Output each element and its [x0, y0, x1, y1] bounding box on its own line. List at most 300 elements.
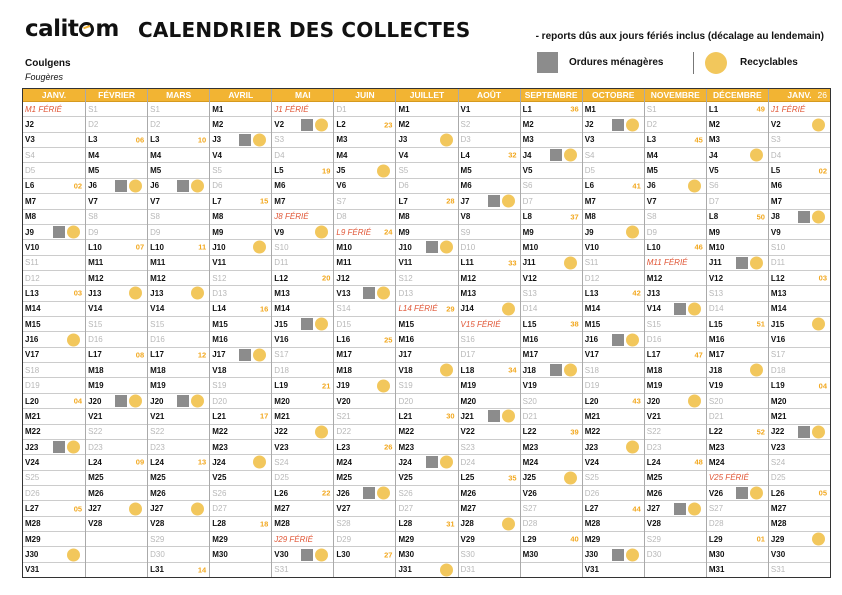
day-cell	[583, 133, 644, 148]
day-cell	[210, 394, 271, 409]
day-cell	[769, 286, 830, 301]
day-cell	[334, 302, 395, 317]
day-cell	[645, 501, 706, 516]
day-cell	[583, 394, 644, 409]
day-cell	[459, 363, 520, 378]
day-label: D2	[150, 120, 161, 130]
day-label: S14	[336, 304, 351, 314]
day-label: L17	[88, 350, 102, 360]
month-header	[334, 89, 395, 102]
day-cell	[210, 271, 271, 286]
recycling-icon	[440, 456, 453, 469]
recycling-icon	[750, 256, 763, 269]
day-cell	[272, 394, 333, 409]
day-cell	[583, 117, 644, 132]
day-label: D4	[274, 150, 285, 160]
day-label: L15	[522, 319, 537, 329]
day-label: S29	[150, 534, 165, 544]
day-cell	[645, 348, 706, 363]
day-cell	[645, 194, 706, 209]
household-waste-icon	[301, 318, 313, 330]
day-cell	[459, 317, 520, 332]
recycling-icon	[377, 487, 390, 500]
day-cell	[583, 440, 644, 455]
day-label: S28	[336, 519, 351, 529]
day-cell	[645, 455, 706, 470]
day-cell	[583, 425, 644, 440]
day-cell	[769, 517, 830, 532]
week-number: 04	[73, 396, 83, 406]
day-cell	[334, 563, 395, 577]
day-cell	[583, 363, 644, 378]
day-label: D21	[522, 411, 538, 421]
week-number: 47	[694, 350, 703, 360]
day-label: J24	[398, 457, 412, 467]
day-cell	[86, 563, 147, 577]
day-label: V23	[770, 442, 786, 452]
day-label: L10	[150, 242, 164, 252]
day-label: J23	[584, 442, 599, 452]
day-cell	[23, 148, 85, 163]
day-cell	[23, 532, 85, 547]
day-label: J10	[212, 242, 226, 252]
day-label: J2	[584, 120, 594, 130]
day-label: J17	[398, 350, 412, 360]
day-cell	[769, 363, 830, 378]
household-waste-icon	[612, 334, 624, 346]
week-number: 43	[632, 396, 641, 406]
day-cell	[396, 317, 457, 332]
day-label: J14	[460, 304, 474, 314]
day-label: M9	[522, 227, 534, 237]
month-column	[458, 89, 520, 577]
day-cell	[396, 163, 457, 178]
day-label: V15 FÉRIÉ	[460, 319, 501, 329]
day-label: L26	[770, 488, 785, 498]
day-cell	[23, 225, 85, 240]
day-label: L6	[25, 181, 35, 191]
day-label: M11	[150, 258, 166, 268]
day-label: M22	[584, 427, 601, 437]
day-cell	[459, 148, 520, 163]
day-label: L14 FÉRIÉ	[398, 304, 438, 314]
day-label: S1	[88, 104, 98, 114]
day-label: V3	[584, 135, 595, 145]
day-cell	[521, 501, 582, 516]
recycling-icon	[253, 348, 266, 361]
day-cell	[210, 409, 271, 424]
day-label: V14	[88, 304, 103, 314]
day-label: V14	[646, 304, 661, 314]
day-cell	[521, 286, 582, 301]
day-cell	[459, 179, 520, 194]
day-cell	[583, 517, 644, 532]
day-label: V9	[770, 227, 781, 237]
week-number: 02	[818, 166, 827, 176]
day-label: L24	[150, 457, 164, 467]
day-label: V2	[274, 120, 285, 130]
household-waste-icon	[798, 426, 810, 438]
day-cell	[86, 163, 147, 178]
day-label: M2	[398, 120, 410, 130]
day-label: J28	[460, 519, 474, 529]
week-number: 40	[570, 534, 579, 544]
day-label: D12	[584, 273, 600, 283]
legend-divider	[693, 52, 694, 74]
day-cell	[769, 471, 830, 486]
week-number: 28	[446, 196, 455, 206]
day-label: D11	[770, 258, 786, 268]
day-cell	[645, 363, 706, 378]
day-label: S18	[25, 365, 40, 375]
day-cell	[272, 271, 333, 286]
day-cell	[459, 302, 520, 317]
day-cell	[334, 409, 395, 424]
day-cell	[23, 210, 85, 225]
recycling-icon	[502, 410, 515, 423]
day-label: M5	[646, 166, 658, 176]
day-cell	[583, 302, 644, 317]
day-cell	[148, 163, 209, 178]
day-cell	[334, 363, 395, 378]
recycling-icon	[440, 364, 453, 377]
day-label: M23	[398, 442, 415, 452]
day-label: J4	[522, 150, 532, 160]
day-cell	[334, 394, 395, 409]
week-number: 10	[197, 135, 207, 145]
week-number: 09	[135, 457, 145, 467]
day-cell	[148, 425, 209, 440]
day-label: M10	[522, 242, 539, 252]
day-cell	[396, 210, 457, 225]
recycling-icon	[129, 287, 142, 300]
month-name: JANV.	[787, 90, 812, 100]
day-cell	[272, 194, 333, 209]
day-cell	[272, 102, 333, 117]
day-cell	[396, 348, 457, 363]
day-cell	[521, 256, 582, 271]
day-label: S3	[770, 135, 781, 145]
day-label: S20	[522, 396, 537, 406]
day-label: V30	[770, 550, 786, 560]
recycling-icon	[129, 502, 142, 515]
day-label: S3	[274, 135, 285, 145]
day-cell	[86, 210, 147, 225]
week-number: 39	[570, 427, 579, 437]
day-cell	[707, 210, 768, 225]
day-cell	[521, 425, 582, 440]
day-cell	[148, 117, 209, 132]
day-cell	[521, 394, 582, 409]
day-cell	[396, 547, 457, 562]
day-cell	[148, 225, 209, 240]
day-cell	[583, 532, 644, 547]
day-cell	[583, 179, 644, 194]
day-label: V8	[460, 212, 471, 222]
day-label: D2	[88, 120, 99, 130]
day-label: V21	[150, 411, 165, 421]
day-label: J16	[25, 335, 39, 345]
day-label: L31	[150, 565, 164, 575]
day-label: S10	[770, 242, 786, 252]
day-cell	[769, 317, 830, 332]
day-label: L19	[274, 381, 289, 391]
recycling-icon	[191, 395, 204, 408]
day-cell	[210, 563, 271, 577]
day-cell	[23, 378, 85, 393]
day-label: V28	[150, 519, 165, 529]
week-number: 16	[259, 304, 269, 314]
day-label: M25	[150, 473, 166, 483]
day-cell	[583, 317, 644, 332]
day-cell	[396, 440, 457, 455]
day-label: M7	[770, 196, 783, 206]
day-label: D6	[398, 181, 409, 191]
day-label: M15	[584, 319, 601, 329]
day-label: V22	[460, 427, 475, 437]
day-label: J30	[584, 550, 599, 560]
day-label: L24	[88, 457, 102, 467]
day-cell	[272, 532, 333, 547]
day-label: M18	[646, 365, 663, 375]
week-number: 34	[508, 365, 517, 375]
day-label: V31	[25, 565, 40, 575]
day-cell	[148, 501, 209, 516]
day-label: L25	[460, 473, 475, 483]
day-cell	[707, 148, 768, 163]
day-label: M1	[398, 104, 410, 114]
month-header	[396, 89, 457, 102]
day-cell	[707, 409, 768, 424]
day-label: J27	[646, 504, 661, 514]
day-cell	[521, 163, 582, 178]
day-cell	[645, 240, 706, 255]
day-cell	[210, 317, 271, 332]
day-cell	[23, 286, 85, 301]
day-label: M22	[212, 427, 228, 437]
day-label: D13	[212, 288, 227, 298]
household-waste-icon	[115, 395, 127, 407]
day-cell	[23, 271, 85, 286]
week-number: 44	[632, 504, 641, 514]
calitom-logo: calit m	[25, 16, 119, 42]
day-cell	[396, 425, 457, 440]
day-cell	[707, 440, 768, 455]
day-cell	[86, 486, 147, 501]
day-label: L11	[460, 258, 474, 268]
collection-calendar-grid	[22, 88, 831, 578]
day-cell	[148, 286, 209, 301]
day-cell	[645, 286, 706, 301]
day-label: M21	[274, 411, 290, 421]
recycling-icon	[253, 456, 266, 469]
day-cell	[334, 547, 395, 562]
day-cell	[769, 501, 830, 516]
recycling-icon	[750, 364, 763, 377]
day-cell	[459, 225, 520, 240]
day-label: M2	[708, 120, 720, 130]
day-label: D22	[336, 427, 352, 437]
day-cell	[23, 256, 85, 271]
day-cell	[272, 317, 333, 332]
day-cell	[583, 194, 644, 209]
day-label: L1	[708, 104, 719, 114]
day-label: M7	[25, 196, 37, 206]
day-cell	[521, 240, 582, 255]
day-cell	[334, 486, 395, 501]
day-cell	[334, 148, 395, 163]
recycling-icon	[67, 548, 80, 561]
day-cell	[86, 225, 147, 240]
day-label: J18	[708, 365, 723, 375]
day-cell	[210, 133, 271, 148]
day-cell	[583, 348, 644, 363]
day-cell	[645, 471, 706, 486]
week-number: 24	[384, 227, 393, 237]
household-waste-icon	[239, 349, 251, 361]
day-label: S4	[25, 150, 35, 160]
day-cell	[707, 363, 768, 378]
day-label: V21	[646, 411, 661, 421]
day-cell	[396, 409, 457, 424]
day-cell	[645, 210, 706, 225]
day-label: S13	[708, 288, 724, 298]
day-label: S2	[460, 120, 471, 130]
household-waste-icon	[177, 180, 189, 192]
month-name: SEPTEMBRE	[524, 90, 578, 100]
day-label: L8	[708, 212, 719, 222]
day-cell	[707, 471, 768, 486]
day-cell	[396, 271, 457, 286]
month-column	[147, 89, 209, 577]
day-label: M6	[460, 181, 472, 191]
day-label: M29	[584, 534, 601, 544]
day-label: S19	[398, 381, 413, 391]
month-name: JUIN	[355, 90, 375, 100]
day-label: S10	[274, 242, 289, 252]
week-number: 51	[756, 319, 765, 329]
day-label: L3	[88, 135, 98, 145]
day-label: D5	[584, 166, 595, 176]
week-number: 23	[384, 120, 393, 130]
day-label: D5	[25, 166, 36, 176]
day-cell	[769, 425, 830, 440]
day-cell	[210, 532, 271, 547]
day-cell	[334, 440, 395, 455]
day-label: J31	[398, 565, 412, 575]
day-cell	[334, 179, 395, 194]
day-label: L10	[88, 242, 102, 252]
day-label: S22	[88, 427, 103, 437]
week-number: 32	[508, 150, 517, 160]
day-cell	[769, 348, 830, 363]
day-cell	[210, 286, 271, 301]
day-label: D26	[25, 488, 40, 498]
day-label: J6	[150, 181, 160, 191]
day-cell	[210, 163, 271, 178]
day-cell	[521, 225, 582, 240]
day-label: S21	[336, 411, 351, 421]
recycling-icon	[253, 133, 266, 146]
month-column	[768, 89, 830, 577]
day-label: V19	[708, 381, 724, 391]
day-label: J15	[770, 319, 785, 329]
day-cell	[645, 425, 706, 440]
month-header	[148, 89, 209, 102]
day-cell	[583, 240, 644, 255]
day-cell	[583, 102, 644, 117]
day-label: S27	[708, 504, 724, 514]
day-label: V10	[25, 242, 40, 252]
day-label: D4	[770, 150, 782, 160]
day-cell	[210, 194, 271, 209]
day-cell	[521, 194, 582, 209]
day-label: D9	[88, 227, 99, 237]
day-label: J2	[25, 120, 34, 130]
recycling-icon	[812, 533, 825, 546]
month-header	[521, 89, 582, 102]
day-cell	[334, 163, 395, 178]
recycling-icon	[191, 287, 204, 300]
recycling-icon	[502, 195, 515, 208]
day-label: M30	[398, 550, 415, 560]
day-cell	[583, 210, 644, 225]
day-label: M1 FÉRIÉ	[25, 104, 62, 114]
day-label: V25	[398, 473, 413, 483]
day-label: L19	[770, 381, 785, 391]
day-label: L22	[708, 427, 723, 437]
day-label: L27	[25, 504, 39, 514]
day-label: J6	[88, 181, 97, 191]
week-number: 18	[259, 519, 269, 529]
day-label: M13	[274, 288, 290, 298]
day-label: M19	[646, 381, 663, 391]
day-label: L30	[336, 550, 351, 560]
recycling-icon	[564, 471, 577, 484]
day-label: D31	[460, 565, 476, 575]
day-label: M23	[708, 442, 725, 452]
day-label: L26	[274, 488, 289, 498]
day-label: V28	[646, 519, 661, 529]
day-cell	[210, 440, 271, 455]
day-label: M9	[398, 227, 410, 237]
week-number: 02	[73, 181, 83, 191]
day-cell	[521, 486, 582, 501]
day-cell	[583, 163, 644, 178]
day-label: L2	[336, 120, 346, 130]
day-cell	[148, 486, 209, 501]
month-name: AVRIL	[228, 90, 254, 100]
day-cell	[86, 532, 147, 547]
day-cell	[272, 409, 333, 424]
week-number: 52	[756, 427, 765, 437]
day-cell	[396, 363, 457, 378]
day-label: M26	[88, 488, 104, 498]
day-cell	[272, 302, 333, 317]
month-name: OCTOBRE	[592, 90, 635, 100]
day-cell	[459, 102, 520, 117]
day-cell	[396, 133, 457, 148]
recycling-icon	[812, 118, 825, 131]
day-cell	[23, 133, 85, 148]
day-cell	[521, 409, 582, 424]
day-cell	[86, 102, 147, 117]
month-header	[707, 89, 768, 102]
day-cell	[707, 517, 768, 532]
day-cell	[769, 194, 830, 209]
month-header	[272, 89, 333, 102]
day-cell	[272, 225, 333, 240]
